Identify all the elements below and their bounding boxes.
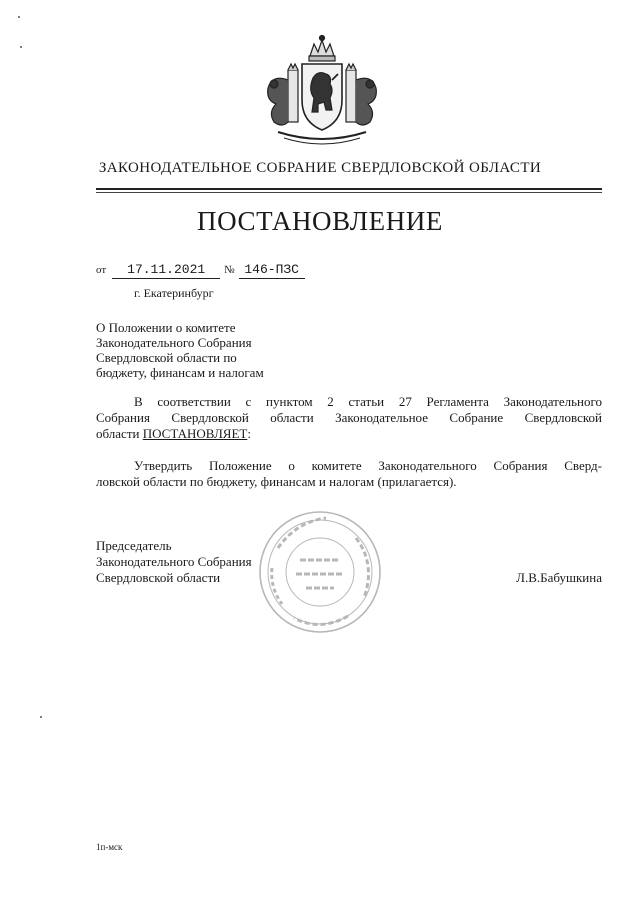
body-line: Утвердить Положение о комитете Законодательного Собрания Сверд-	[134, 458, 602, 473]
document-body	[96, 394, 602, 490]
subject-line: Свердловской области по	[96, 350, 237, 365]
body-line: ловской области по бюджету, финансам и налогам (прилагается).	[96, 474, 457, 489]
header-divider	[96, 188, 602, 190]
subject-line: бюджету, финансам и налогам	[96, 365, 264, 380]
organization-name: ЗАКОНОДАТЕЛЬНОЕ СОБРАНИЕ СВЕРДЛОВСКОЙ ОБЛАСТИ	[98, 160, 542, 176]
scan-speck	[18, 16, 20, 18]
subject-line: О Положении о комитете	[96, 320, 236, 335]
body-line	[96, 426, 602, 442]
resolution-keyword: ПОСТАНОВЛЯЕТ	[142, 426, 248, 441]
subject-line: Законодательного Собрания	[96, 335, 252, 350]
scan-speck	[20, 46, 22, 48]
body-text: области	[96, 426, 143, 441]
body-line: Собрания Свердловской области Законодательное Собрание Свердловской	[96, 410, 602, 425]
document-date: 17.11.2021	[112, 261, 220, 279]
signatory-title-line: Председатель	[96, 538, 172, 553]
paragraph-1	[96, 394, 602, 442]
signatory-title	[96, 538, 252, 586]
date-prefix: от	[96, 264, 107, 276]
signatory-name: Л.В.Бабушкина	[516, 570, 602, 585]
scan-speck	[40, 716, 42, 718]
header-divider-thin	[96, 192, 602, 193]
document-type-title: ПОСТАНОВЛЕНИЕ	[196, 206, 444, 236]
signatory-title-line: Свердловской области	[96, 570, 221, 585]
official-seal-icon	[256, 508, 384, 636]
paragraph-2	[96, 458, 602, 490]
document-number: 146-ПЗС	[239, 261, 305, 279]
registration-line	[96, 261, 305, 281]
footer-code: 1п-мск	[96, 842, 123, 852]
signatory-title-line: Законодательного Собрания	[96, 554, 252, 569]
body-line: В соответствии с пунктом 2 статьи 27 Регламента Законодательного	[134, 394, 602, 409]
coat-of-arms-icon	[258, 30, 386, 148]
number-sign: №	[224, 264, 235, 276]
document-subject	[96, 320, 264, 380]
body-text: :	[247, 426, 251, 441]
city: г. Екатеринбург	[134, 286, 214, 300]
